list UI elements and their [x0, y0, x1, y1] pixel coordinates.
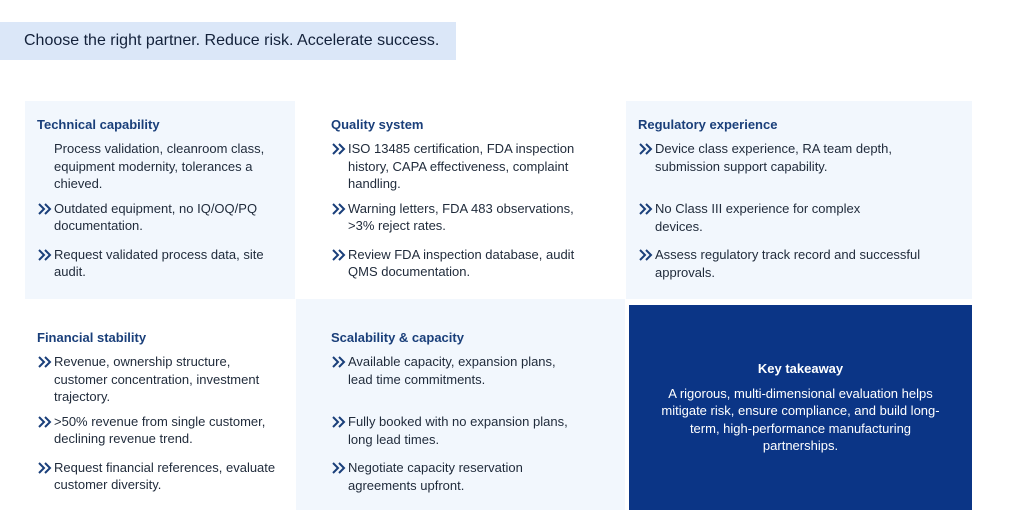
item-text: Outdated equipment, no IQ/OQ/PQ documentation. [54, 200, 258, 233]
page-banner [0, 22, 456, 60]
list-item [37, 246, 283, 281]
double-chevron-right-icon [331, 141, 348, 157]
double-chevron-right-icon [331, 201, 348, 217]
item-text: Fully booked with no expansion plans, long lead times. [348, 414, 568, 447]
key-takeaway-panel [629, 305, 972, 510]
double-chevron-right-icon [37, 414, 54, 430]
takeaway-body: A rigorous, multi-dimensional evaluation helps mitigate risk, ensure compliance, and build long-term, high-performance manufacturing partnerships. [661, 385, 940, 453]
card-title: Scalability & capacity [331, 330, 464, 345]
list-item [638, 140, 960, 175]
item-text: Warning letters, FDA 483 observations, >3% reject rates. [348, 200, 574, 233]
item-text: Request financial references, evaluate customer diversity. [54, 459, 276, 492]
card-technical-capability [25, 101, 295, 299]
card-quality-system [319, 101, 609, 299]
item-text: Available capacity, expansion plans, lead time commitments. [348, 354, 556, 387]
double-chevron-right-icon [638, 141, 655, 157]
item-text: >50% revenue from single customer, declining revenue trend. [54, 413, 266, 446]
card-title: Technical capability [37, 117, 160, 132]
card-title: Regulatory experience [638, 117, 778, 132]
card-title: Financial stability [37, 330, 147, 345]
item-text: No Class III experience for complex devices. [655, 201, 861, 234]
list-item [37, 200, 283, 235]
item-text: Request validated process data, site audit. [54, 246, 264, 279]
card-regulatory-experience [626, 101, 972, 299]
card-financial-stability [25, 314, 295, 510]
double-chevron-right-icon [331, 247, 348, 263]
double-chevron-right-icon [638, 201, 655, 217]
list-item [37, 413, 283, 448]
double-chevron-right-icon [331, 414, 348, 430]
card-title: Quality system [331, 117, 424, 132]
item-text: Device class experience, RA team depth, submission support capability. [655, 141, 893, 174]
banner-text: Choose the right partner. Reduce risk. Accelerate success. [24, 32, 440, 49]
item-text: Negotiate capacity reservation agreements upfront. [348, 460, 523, 493]
double-chevron-right-icon [331, 354, 348, 370]
list-item [37, 459, 283, 494]
item-text: Assess regulatory track record and successful approvals. [655, 247, 921, 280]
list-item [331, 246, 597, 281]
list-item [37, 353, 283, 406]
list-item [331, 413, 613, 448]
double-chevron-right-icon [37, 460, 54, 476]
takeaway-title: Key takeaway [757, 360, 844, 376]
item-text: Revenue, ownership structure, customer concentration, investment trajectory. [54, 354, 260, 404]
double-chevron-right-icon [37, 201, 54, 217]
list-item [331, 353, 613, 388]
card-scalability-capacity [296, 299, 625, 510]
list-item [331, 459, 613, 494]
double-chevron-right-icon [37, 247, 54, 263]
item-text: Review FDA inspection database, audit QMS documentation. [348, 246, 575, 279]
double-chevron-right-icon [37, 354, 54, 370]
item-text: Process validation, cleanroom class, equipment modernity, tolerances a chieved. [54, 141, 265, 191]
list-item [331, 140, 597, 193]
list-item [331, 200, 597, 235]
double-chevron-right-icon [638, 247, 655, 263]
item-text: ISO 13485 certification, FDA inspection history, CAPA effectiveness, complaint handling. [348, 141, 575, 191]
list-item [37, 140, 283, 193]
list-item [638, 200, 960, 235]
double-chevron-right-icon [331, 460, 348, 476]
list-item [638, 246, 960, 281]
